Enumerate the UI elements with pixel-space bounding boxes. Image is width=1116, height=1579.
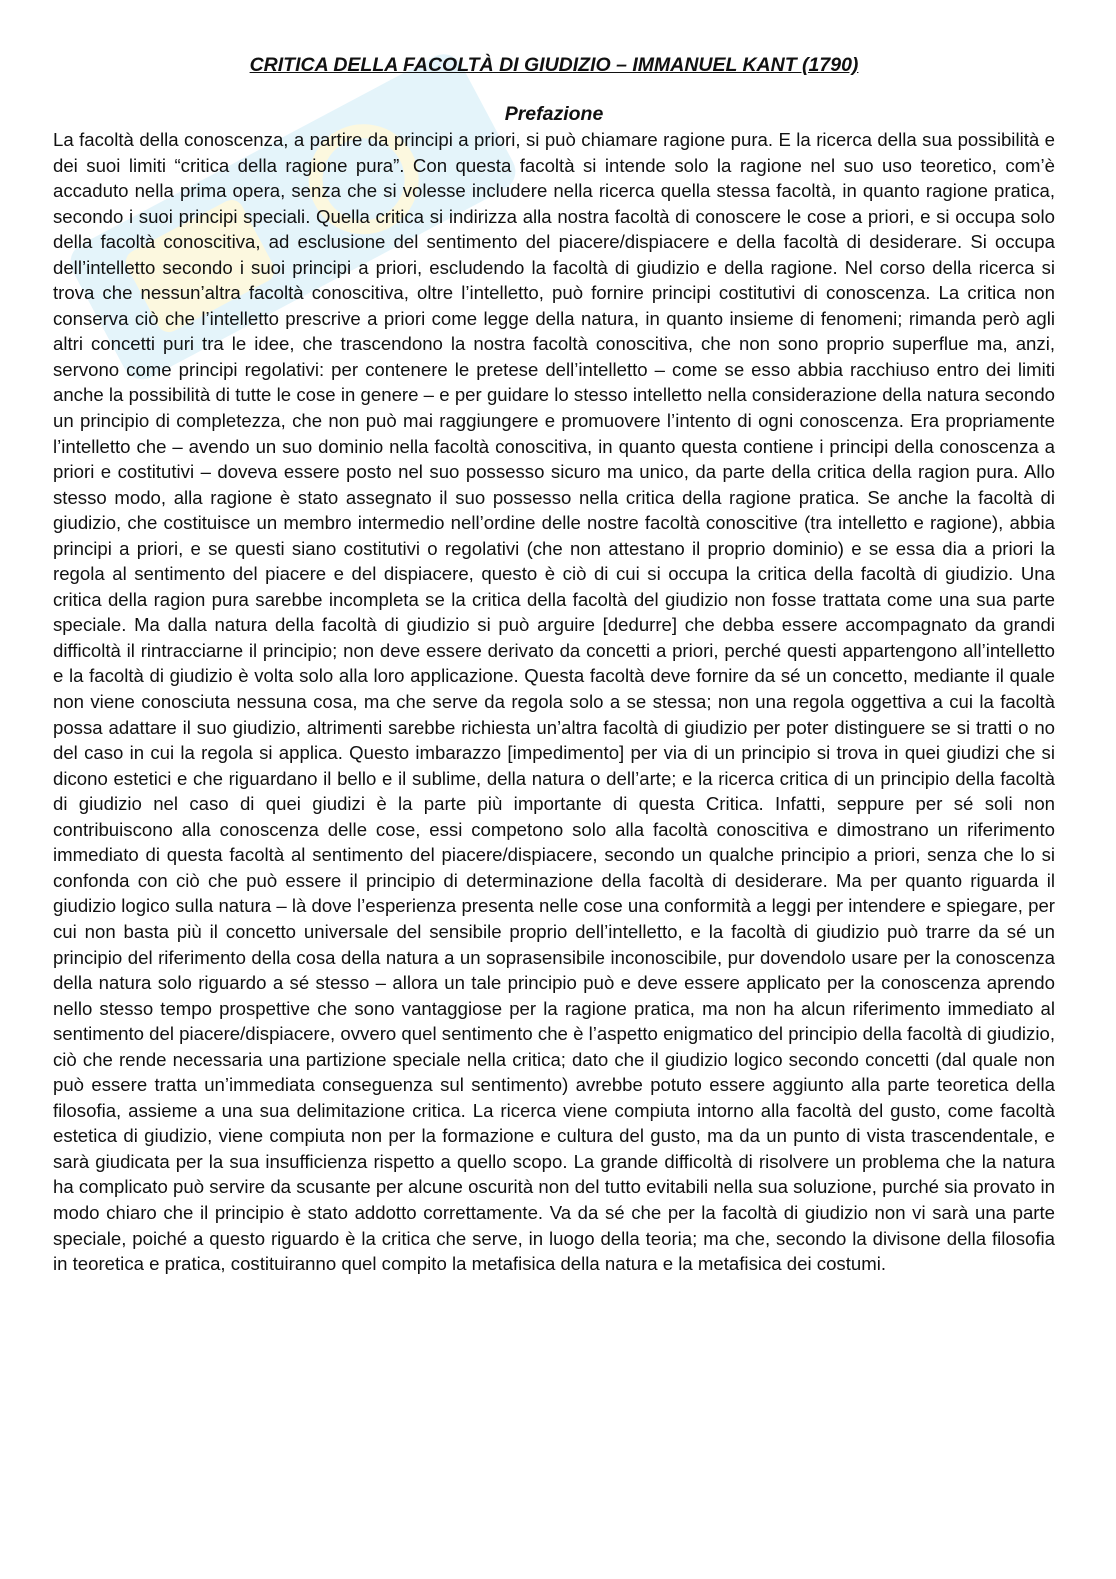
section-heading: Prefazione (504, 103, 604, 125)
body-paragraph: La facoltà della conoscenza, a partire da principi a priori, si può chiamare ragione pura. E la ricerca della sua possibilità e dei suoi limiti “critica della ragione pura”. Con questa facoltà si intende solo la ragione nel suo uso teoretico, com’è accaduto nella prima opera, senza che si volesse includere nella ricerca quella stessa facoltà, in quanto ragione pratica, secondo i suoi principi speciali. Quella critica si indirizza alla nostra facoltà di conoscere le cose a priori, e si occupa solo della facoltà conoscitiva, ad esclusione del sentimento del piacere/dispiacere e della facoltà di desiderare. Si occupa dell’intelletto secondo i suoi principi a priori, escludendo la facoltà di giudizio e della ragione. Nel corso della ricerca si trova che nessun’altra facoltà conoscitiva, oltre l’intelletto, può fornire principi costitutivi di conoscenza. La critica non conserva ciò che l’intelletto prescrive a priori come legge della natura, in quanto insieme di fenomeni; rimanda però agli altri concetti puri tra le idee, che trascendono la nostra facoltà conoscitiva, che non sono proprio superflue ma, anzi, servono come principi regolativi: per contenere le pretese dell’intelletto – come se esso abbia racchiuso entro dei limiti anche la possibilità di tutte le cose in genere – e per guidare lo stesso intelletto nella considerazione della natura secondo un principio di completezza, che non può mai raggiungere e promuovere l’intento di ogni conoscenza. Era propriamente l’intelletto che – avendo un suo dominio nella facoltà conoscitiva, in quanto questa contiene i principi della conoscenza a priori e costitutivi – doveva essere posto nel suo possesso sicuro ma unico, da parte della critica della ragion pura. Allo stesso modo, alla ragione è stato assegnato il suo possesso nella critica della ragione pratica. Se anche la facoltà di giudizio, che costituisce un membro intermedio nell’ordine delle nostre facoltà conoscitive (tra intelletto e ragione), abbia principi a priori, e se questi siano costitutivi o regolativi (che non attestano il proprio dominio) e se essa dia a priori la regola al sentimento del piacere e del dispiacere, questo è ciò di cui si occupa la critica della facoltà di giudizio. Una critica della ragion pura sarebbe incompleta se la critica della facoltà del giudizio non fosse trattata come una sua parte speciale. Ma dalla natura della facoltà di giudizio si può arguire [dedurre] che debba essere accompagnato da grandi difficoltà il rintracciarne il principio; non deve essere derivato da concetti a priori, perché questi appartengono all’intelletto e la facoltà di giudizio è volta solo alla loro applicazione. Questa facoltà deve fornire da sé un concetto, mediante il quale non viene conosciuta nessuna cosa, ma che serve da regola solo a se stessa; non una regola oggettiva a cui la facoltà possa adattare il suo giudizio, altrimenti sarebbe richiesta un’altra facoltà di giudizio per poter distinguere se si tratti o no del caso in cui la regola si applica. Questo imbarazzo [impedimento] per via di un principio si trova in quei giudizi che si dicono estetici e che riguardano il bello e il sublime, della natura o dell’arte; e la ricerca critica di un principio della facoltà di giudizio nel caso di quei giudizi è la parte più importante di questa Critica. Infatti, seppure per sé soli non contribuiscono alla conoscenza delle cose, essi competono solo alla facoltà conoscitiva e dimostrano un riferimento immediato di questa facoltà al sentimento del piacere/dispiacere, secondo un qualche principio a priori, senza che lo si confonda con ciò che può essere il principio di determinazione della facoltà di desiderare. Ma per quanto riguarda il giudizio logico sulla natura – là dove l’esperienza presenta nelle cose una conformità a leggi per intendere e spiegare, per cui non basta più il concetto universale del sensibile proprio dell’intelletto, e la facoltà di giudizio può trarre da sé un principio del riferimento della cosa della natura a un soprasensibile inconoscibile, pur dovendolo usare per la conoscenza della natura solo riguardo a sé stesso – allora un tale principio può e deve essere applicato per la conoscenza aprendo nello stesso tempo prospettive che sono vantaggiose per la ragione pratica, ma non ha alcun riferimento immediato al sentimento del piacere/dispiacere, ovvero quel sentimento che è l’aspetto enigmatico del principio della facoltà di giudizio, ciò che rende necessaria una partizione speciale nella critica; dato che il giudizio logico secondo concetti (dal quale non può essere tratta un’immediata conseguenza sul sentimento) avrebbe potuto essere aggiunto alla parte teoretica della filosofia, assieme a una sua delimitazione critica. La ricerca viene compiuta intorno alla facoltà del gusto, come facoltà estetica di giudizio, viene compiuta non per la formazione e cultura del gusto, ma da un punto di vista trascendentale, e sarà giudicata per la sua insufficienza rispetto a quello scopo. La grande difficoltà di risolvere un problema che la natura ha complicato può servire da scusante per alcune oscurità non del tutto evitabili nella sua soluzione, purché sia provato in modo chiaro che il principio è stato addotto correttamente. Va da sé che per la facoltà di giudizio non vi sarà una parte speciale, poiché a questo riguardo è la critica che serve, in luogo della teoria; ma che, secondo la divisone della filosofia in teoretica e pratica, costituiranno quel compito la metafisica della natura e la metafisica dei costumi. (53, 129, 1055, 1275)
document-content (53, 50, 1055, 1277)
document-title: CRITICA DELLA FACOLTÀ DI GIUDIZIO – IMMANUEL KANT (1790) (249, 54, 859, 76)
